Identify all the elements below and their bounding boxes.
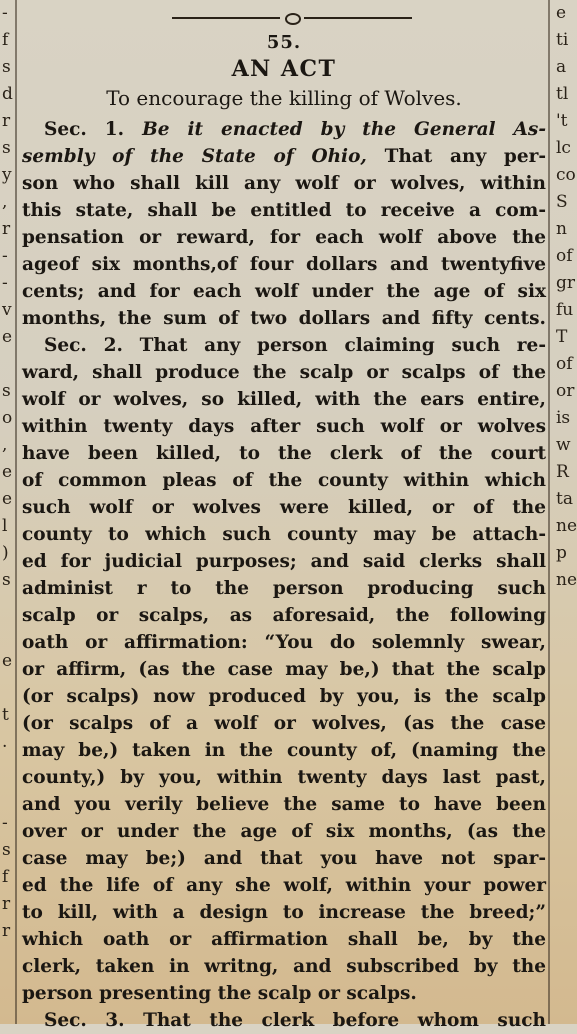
text-line: person presenting the scalp or scalps.	[22, 983, 417, 1004]
text-line: son who shall kill any wolf or wolves, within	[22, 173, 546, 194]
text-line: clerk, taken in writng, and subscribed by the	[22, 956, 546, 977]
margin-fragment: t	[2, 705, 9, 725]
margin-fragment: s	[2, 840, 11, 860]
text-line: (or scalps) now produced by you, is the scalp	[22, 686, 546, 707]
text-line: within twenty days after such wolf or wolves	[22, 416, 546, 437]
margin-fragment: ti	[556, 30, 569, 50]
text-line: may be,) taken in the county of, (naming the	[22, 740, 546, 761]
text-line: (or scalps of a wolf or wolves, (as the case	[22, 713, 546, 734]
margin-fragment	[0, 756, 12, 783]
margin-fragment: -	[2, 813, 8, 833]
margin-fragment: 't	[556, 111, 568, 131]
text-line: county,) by you, within twenty days last past,	[22, 767, 546, 788]
margin-fragment: p	[556, 543, 567, 563]
page-number: 55.	[266, 32, 302, 53]
text-line: to kill, with a design to increase the breed;”	[22, 902, 546, 923]
margin-fragment: fu	[556, 300, 574, 320]
margin-fragment: r	[2, 219, 11, 239]
margin-fragment	[0, 783, 12, 810]
text-line: county to which such county may be attach-	[22, 524, 546, 545]
margin-fragment: e	[2, 462, 13, 482]
text-line: have been killed, to the clerk of the court	[22, 443, 546, 464]
margin-fragment: s	[2, 381, 11, 401]
text-line: Sec. 3. That the clerk before whom such	[44, 1010, 546, 1031]
margin-fragment: e	[556, 3, 567, 23]
margin-fragment: n	[556, 219, 567, 239]
margin-fragment: e	[2, 489, 13, 509]
margin-fragment: s	[2, 138, 11, 158]
text-line: Sec. 1. Be it enacted by the General As-	[44, 119, 546, 140]
margin-fragment	[0, 351, 12, 378]
margin-fragment: tl	[556, 84, 569, 104]
margin-fragment: ne	[556, 516, 577, 536]
margin-fragment: r	[2, 894, 11, 914]
margin-fragment	[0, 675, 12, 702]
margin-fragment: f	[2, 30, 9, 50]
text-line: case may be;) and that you have not spar-	[22, 848, 546, 869]
text-line: such wolf or wolves were killed, or of the	[22, 497, 546, 518]
margin-fragment: ne	[556, 570, 577, 590]
ornamental-rule	[172, 13, 412, 23]
text-line: Sec. 2. That any person claiming such re-	[44, 335, 546, 356]
act-body	[22, 116, 546, 1034]
act-title: AN ACT	[231, 56, 337, 82]
column-rule-right	[548, 0, 550, 1024]
margin-fragment: of	[556, 246, 573, 266]
margin-fragment: s	[2, 570, 11, 590]
margin-fragment: lc	[556, 138, 571, 158]
text-line: this state, shall be entitled to receive a com-	[22, 200, 546, 221]
margin-fragment: -	[2, 273, 8, 293]
text-line: cents; and for each wolf under the age of six	[22, 281, 546, 302]
margin-fragment: s	[2, 57, 11, 77]
margin-fragment: or	[556, 381, 575, 401]
margin-fragment: e	[2, 327, 13, 347]
margin-fragment: -	[2, 3, 8, 23]
text-line: of common pleas of the county within which	[22, 470, 546, 491]
margin-fragment: ,	[2, 435, 8, 455]
right-column-fragments	[556, 0, 577, 1024]
margin-fragment: a	[556, 57, 567, 77]
margin-fragment: r	[2, 921, 11, 941]
margin-fragment: co	[556, 165, 576, 185]
text-line: and you verily believe the same to have been	[22, 794, 546, 815]
text-line: ed the life of any she wolf, within your power	[22, 875, 546, 896]
text-line: which oath or affirmation shall be, by the	[22, 929, 546, 950]
text-line: ward, shall produce the scalp or scalps of the	[22, 362, 546, 383]
margin-fragment: -	[2, 246, 8, 266]
margin-fragment: .	[2, 732, 8, 752]
text-line: wolf or wolves, so killed, with the ears entire,	[22, 389, 546, 410]
margin-fragment: ta	[556, 489, 573, 509]
text-line: administ r to the person producing such	[22, 578, 546, 599]
text-line: sembly of the State of Ohio, That any per-	[22, 146, 547, 167]
text-line: or affirm, (as the case may be,) that the scalp	[22, 659, 546, 680]
margin-fragment: R	[556, 462, 569, 482]
act-subtitle: To encourage the killing of Wolves.	[106, 86, 462, 110]
text-line: oath or affirmation: “You do solemnly swear,	[22, 632, 546, 653]
text-line: ageof six months,of four dollars and twentyfive	[22, 254, 546, 275]
column-rule-left	[15, 0, 17, 1024]
margin-fragment: o	[2, 408, 13, 428]
margin-fragment: r	[2, 111, 11, 131]
margin-fragment: is	[556, 408, 571, 428]
margin-fragment: ,	[2, 192, 8, 212]
margin-fragment: e	[2, 651, 13, 671]
margin-fragment: gr	[556, 273, 576, 293]
margin-fragment: l	[2, 516, 8, 536]
margin-fragment: v	[2, 300, 12, 320]
margin-fragment: w	[556, 435, 571, 455]
margin-fragment: of	[556, 354, 573, 374]
margin-fragment	[0, 594, 12, 621]
margin-fragment	[0, 621, 12, 648]
margin-fragment: T	[556, 327, 568, 347]
margin-fragment: y	[2, 165, 12, 185]
margin-fragment: f	[2, 867, 9, 887]
margin-fragment: S	[556, 192, 568, 212]
text-line: over or under the age of six months, (as the	[22, 821, 546, 842]
text-line: pensation or reward, for each wolf above the	[22, 227, 546, 248]
margin-fragment: d	[2, 84, 13, 104]
text-line: ed for judicial purposes; and said clerks shall	[22, 551, 546, 572]
margin-fragment: )	[2, 543, 9, 563]
text-line: scalp or scalps, as aforesaid, the following	[22, 605, 546, 626]
article	[22, 0, 547, 1031]
left-column-fragments	[0, 0, 12, 1024]
text-line: months, the sum of two dollars and fifty cents.	[22, 308, 546, 329]
